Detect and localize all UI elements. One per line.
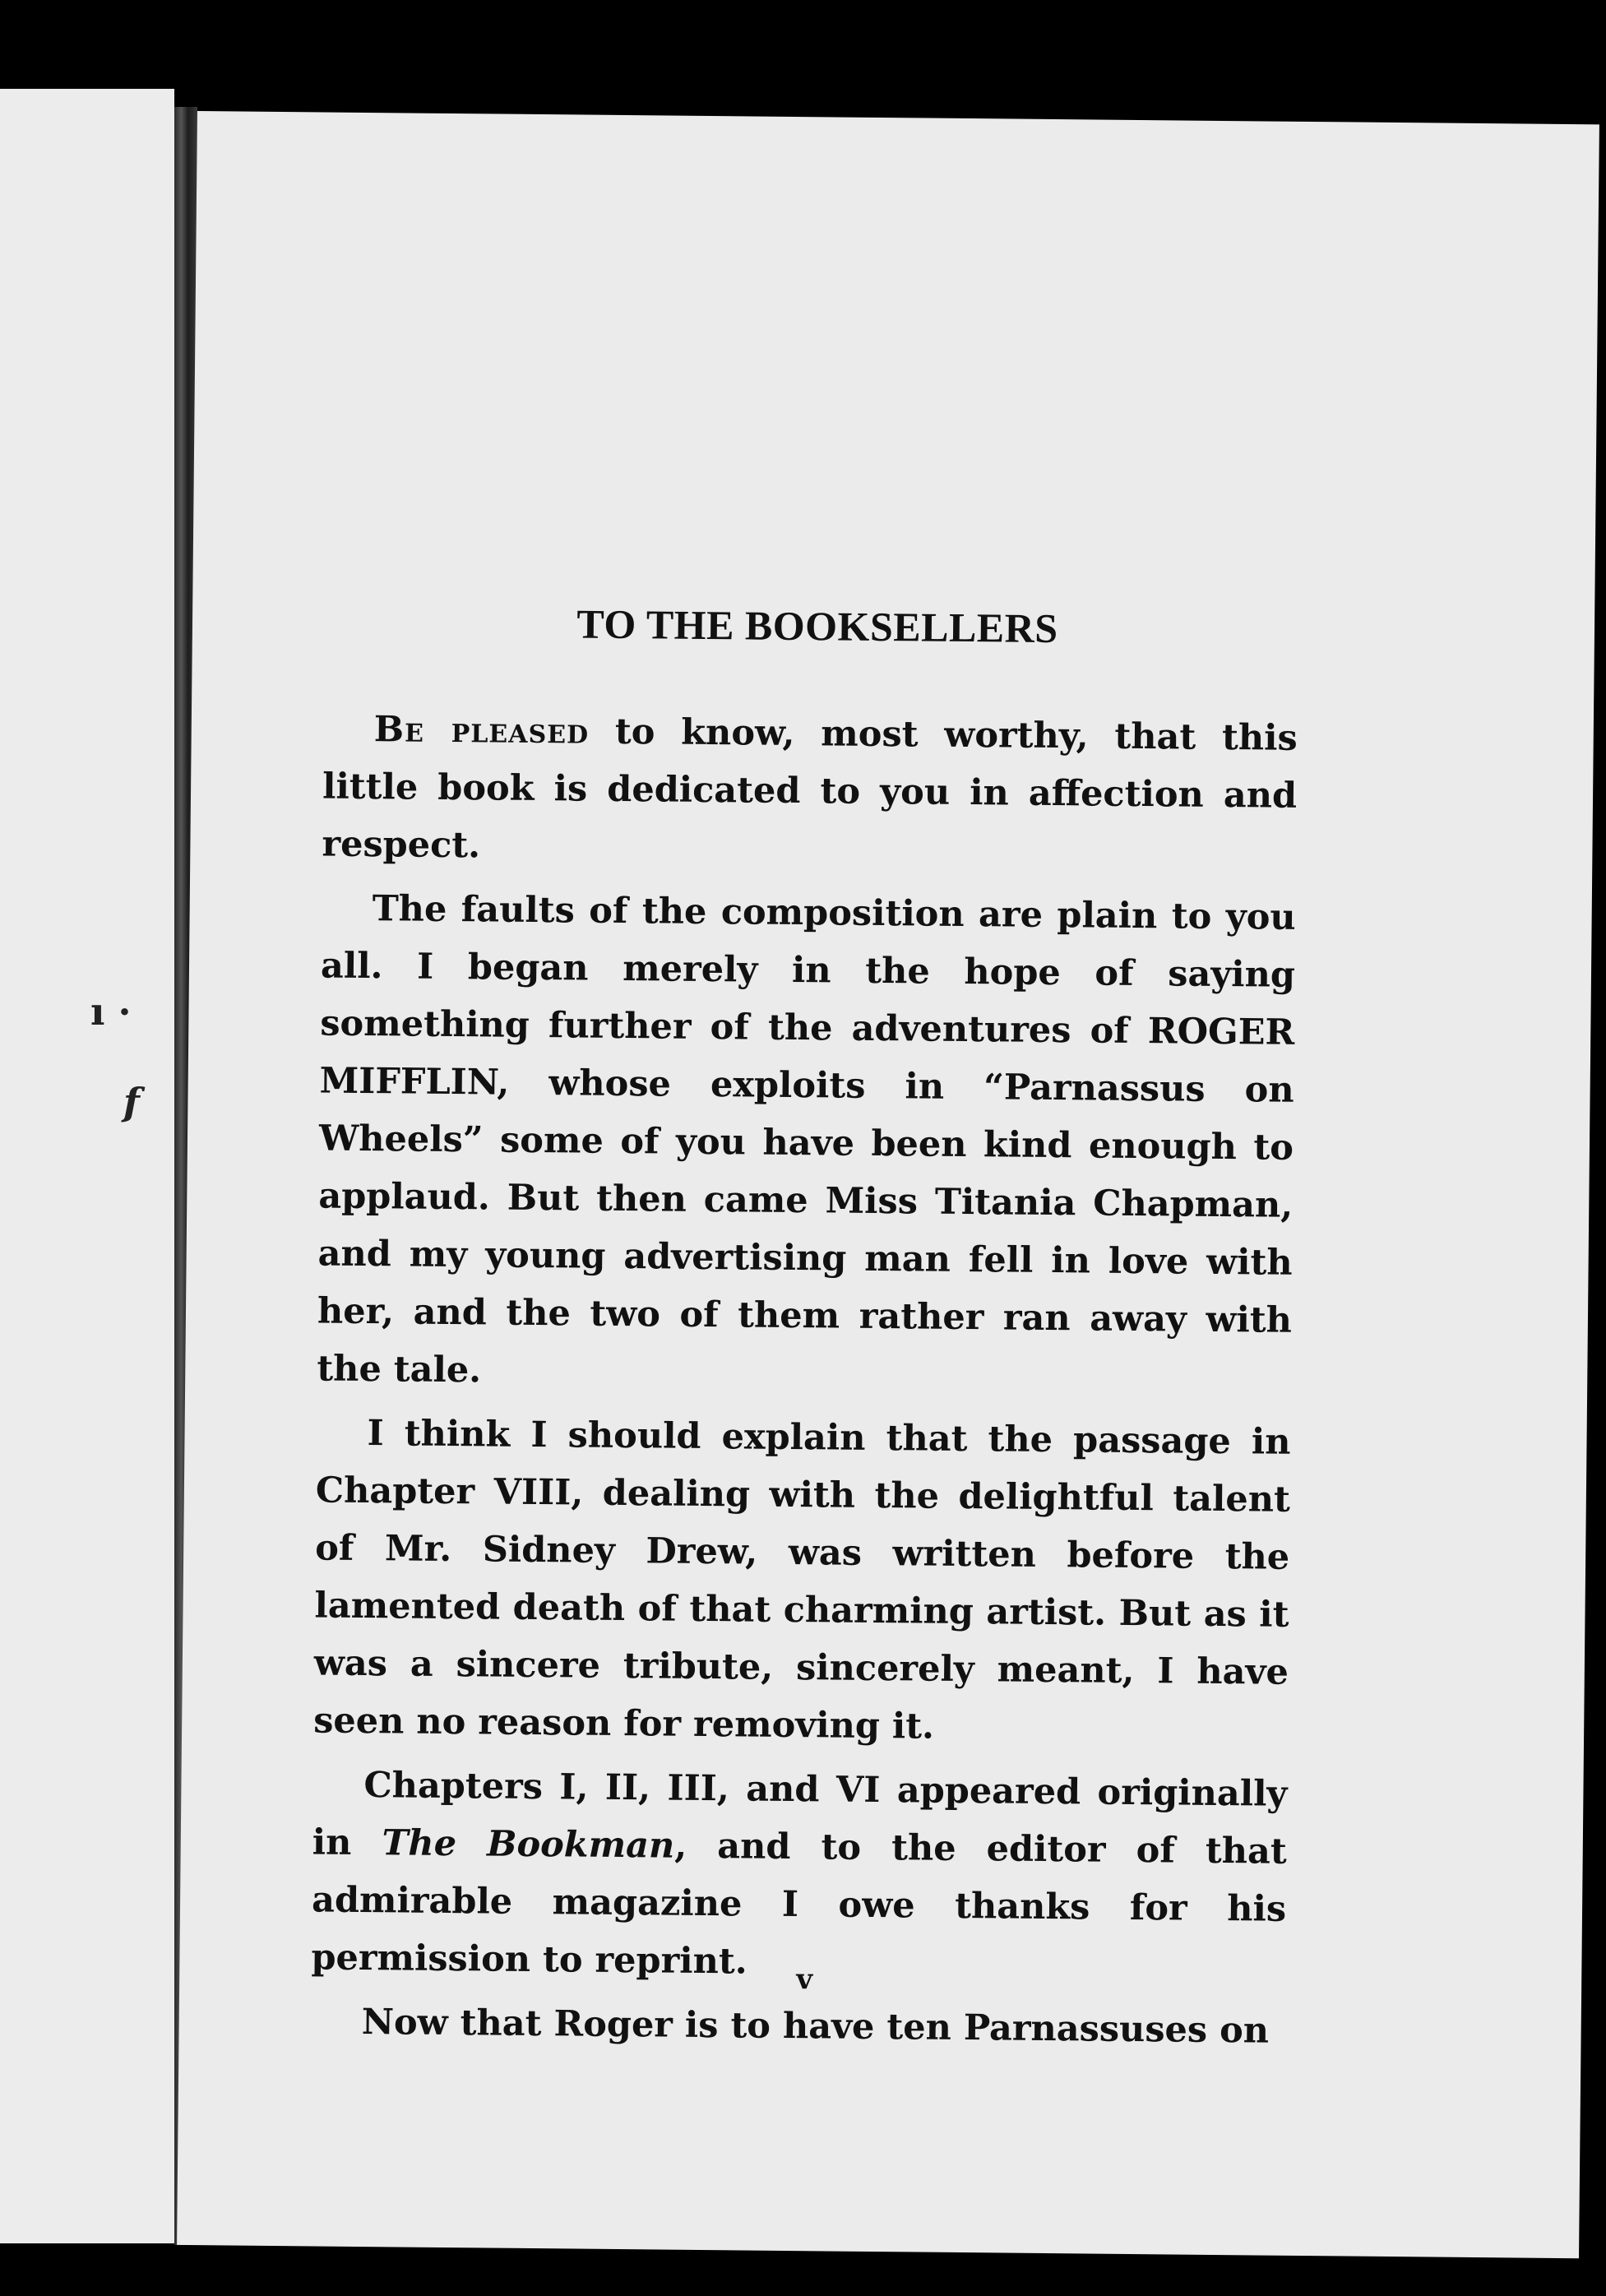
dedication-text	[310, 701, 1298, 2067]
book-page	[177, 111, 1599, 2258]
paragraph: The faults of the composition are plain to you all. I began merely in the hope of saying something further of the adventures of ROGER MIFFLIN, whose exploits in “Parnassus on Wheels” some of you have been kind enough to applaud. But then came Miss Titania Chapman, and my young advertising man fell in love with her, and the two of them rather ran away with the tale.	[317, 888, 1296, 1391]
paragraph: Now that Roger is to have ten Parnassuses on	[361, 2002, 1270, 2052]
facing-page-fragment	[0, 89, 174, 2243]
opening-words: Be pleased	[373, 709, 590, 752]
margin-mark: ı ·	[90, 989, 132, 1034]
page-number: v	[796, 1963, 813, 1997]
paragraph: Be pleased to know, most worthy, that this little book is dedicated to you in affection and respect.	[322, 709, 1298, 867]
page-title: TO THE BOOKSELLERS	[576, 600, 1058, 652]
magazine-title: The Bookman	[382, 1822, 675, 1867]
margin-mark: f	[123, 1080, 140, 1124]
paragraph: I think I should explain that the passage in Chapter VIII, dealing with the delightful talent of Mr. Sidney Drew, was written before the lamented death of that charming artist. But as it was a sincere tribute, sincerely meant, I have seen no reason for removing it.	[312, 1413, 1291, 1747]
paragraph: Chapters I, II, III, and VI appeared originally in The Bookman, and to the editor of that admirable magazine I owe thanks for his permission to reprint.	[311, 1765, 1288, 1983]
